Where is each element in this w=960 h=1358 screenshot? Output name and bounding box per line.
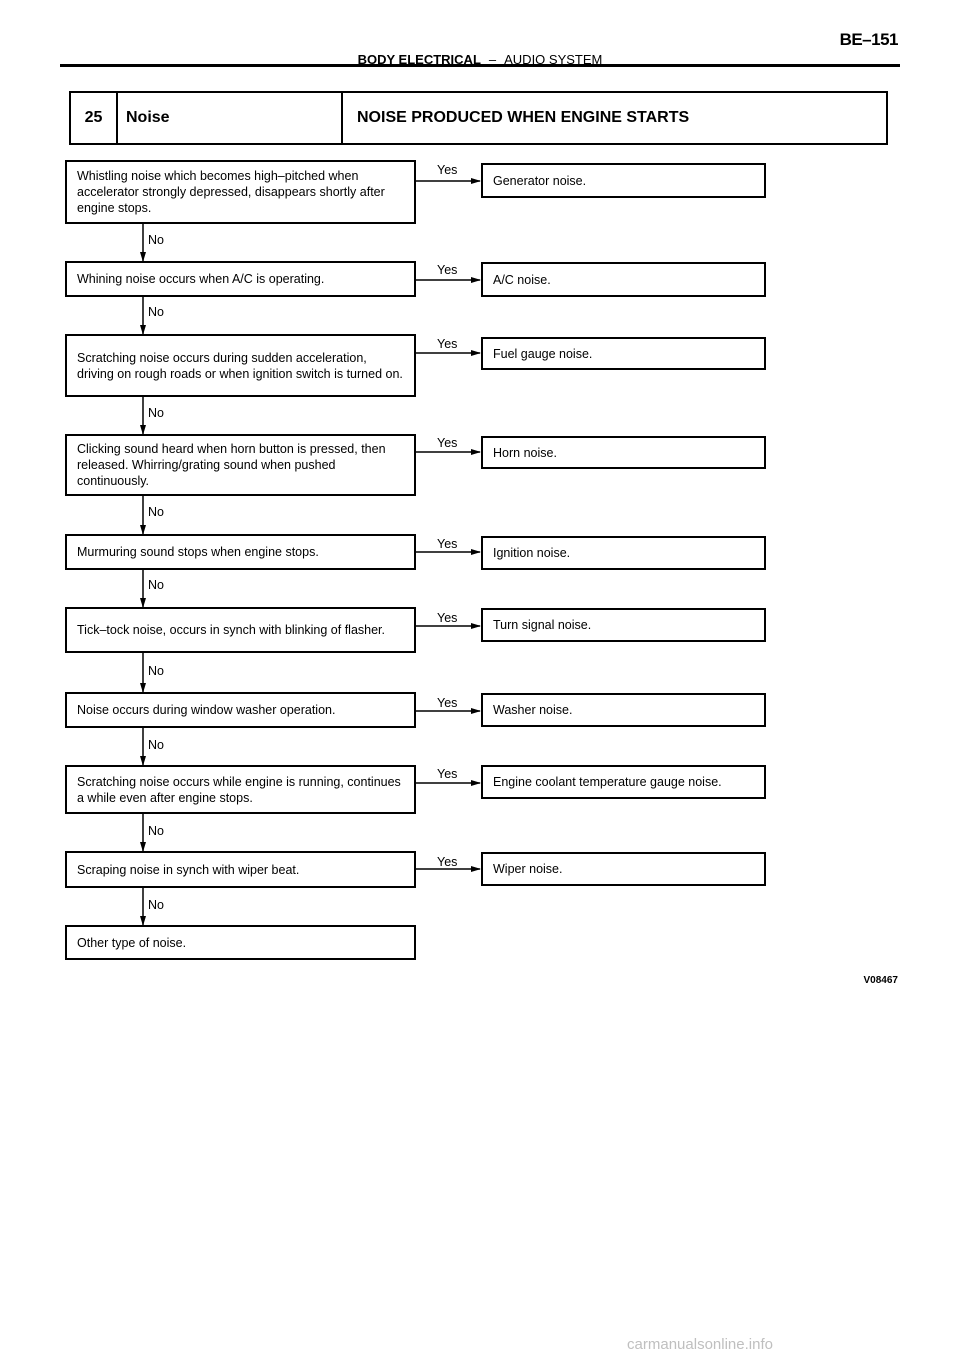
yes-label: Yes — [437, 263, 458, 277]
figure-code: V08467 — [863, 975, 898, 986]
no-label: No — [148, 738, 164, 752]
no-label: No — [148, 305, 164, 319]
question-box: Scratching noise occurs during sudden acceleration, driving on rough roads or when ignition switch is turned on. — [65, 334, 416, 397]
header-separator: – — [488, 52, 497, 67]
yes-label: Yes — [437, 855, 458, 869]
no-label: No — [148, 664, 164, 678]
yes-label: Yes — [437, 767, 458, 781]
question-box: Whining noise occurs when A/C is operating. — [65, 261, 416, 297]
problem-number: 25 — [71, 93, 118, 143]
no-label: No — [148, 505, 164, 519]
result-box: Washer noise. — [481, 693, 766, 727]
yes-label: Yes — [437, 163, 458, 177]
result-box: Wiper noise. — [481, 852, 766, 886]
result-box: Engine coolant temperature gauge noise. — [481, 765, 766, 799]
subsection-title: AUDIO SYSTEM — [504, 52, 603, 67]
problem-category: Noise — [116, 93, 343, 143]
result-box: Fuel gauge noise. — [481, 337, 766, 370]
question-box: Whistling noise which becomes high–pitched when accelerator strongly depressed, disappears shortly after engine stops. — [65, 160, 416, 224]
question-box: Clicking sound heard when horn button is pressed, then released. Whirring/grating sound when pushed continuously. — [65, 434, 416, 496]
page-number: BE–151 — [839, 30, 898, 49]
result-box: Turn signal noise. — [481, 608, 766, 642]
yes-label: Yes — [437, 537, 458, 551]
question-box: Murmuring sound stops when engine stops. — [65, 534, 416, 570]
section-title: BODY ELECTRICAL — [357, 52, 481, 67]
question-box: Scratching noise occurs while engine is running, continues a while even after engine stops. — [65, 765, 416, 814]
question-box: Tick–tock noise, occurs in synch with blinking of flasher. — [65, 607, 416, 653]
yes-label: Yes — [437, 611, 458, 625]
result-box: Ignition noise. — [481, 536, 766, 570]
yes-label: Yes — [437, 436, 458, 450]
question-box: Scraping noise in synch with wiper beat. — [65, 851, 416, 888]
problem-description: NOISE PRODUCED WHEN ENGINE STARTS — [357, 109, 690, 126]
no-label: No — [148, 233, 164, 247]
final-box: Other type of noise. — [65, 925, 416, 960]
no-label: No — [148, 824, 164, 838]
no-label: No — [148, 898, 164, 912]
no-label: No — [148, 406, 164, 420]
yes-label: Yes — [437, 696, 458, 710]
result-box: Horn noise. — [481, 436, 766, 469]
result-box: Generator noise. — [481, 163, 766, 198]
no-label: No — [148, 578, 164, 592]
yes-label: Yes — [437, 337, 458, 351]
question-box: Noise occurs during window washer operation. — [65, 692, 416, 728]
result-box: A/C noise. — [481, 262, 766, 297]
watermark: carmanualsonline.info — [627, 1336, 773, 1353]
